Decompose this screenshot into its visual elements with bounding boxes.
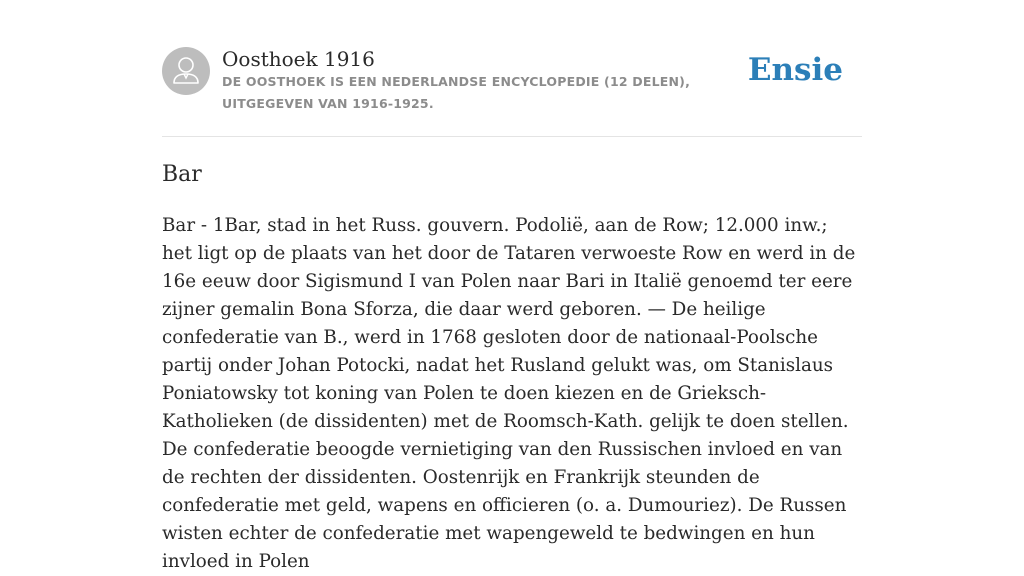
source-header <box>162 46 862 137</box>
source-description: DE OOSTHOEK IS EEN NEDERLANDSE ENCYCLOPEDIE (12 DELEN), UITGEGEVEN VAN 1916-1925. <box>222 74 691 111</box>
ensie-logo-link[interactable]: Ensie <box>747 52 843 88</box>
entry-title: Bar <box>162 162 202 187</box>
entry-body: Bar - 1Bar, stad in het Russ. gouvern. Podolië, aan de Row; 12.000 inw.; het ligt op de plaats van het door de Tataren verwoeste Row en werd in de 16e eeuw door Sigismund I van Polen naar Bari in Italië genoemd ter eere zijner gemalin Bona Sforza, die daar werd geboren. — De heilige confederatie van B., werd in 1768 gesloten door de nationaal-Poolsche partij onder Johan Potocki, nadat het Rusland gelukt was, om Stanislaus Poniatowsky tot koning van Polen te doen kiezen en de Grieksch-Katholieken (de dissidenten) met de Roomsch-Kath. gelijk te doen stellen. De confederatie beoogde vernietiging van den Russischen invloed en van de rechten der dissidenten. Oostenrijk en Frankrijk steunden de confederatie met geld, wapens en officieren (o. a. Dumouriez). De Russen wisten echter de confederatie met wapengeweld te bedwingen en hun invloed in Polen <box>162 215 856 572</box>
source-title[interactable]: Oosthoek 1916 <box>222 47 375 71</box>
source-avatar[interactable] <box>162 47 210 95</box>
user-icon <box>162 47 210 95</box>
